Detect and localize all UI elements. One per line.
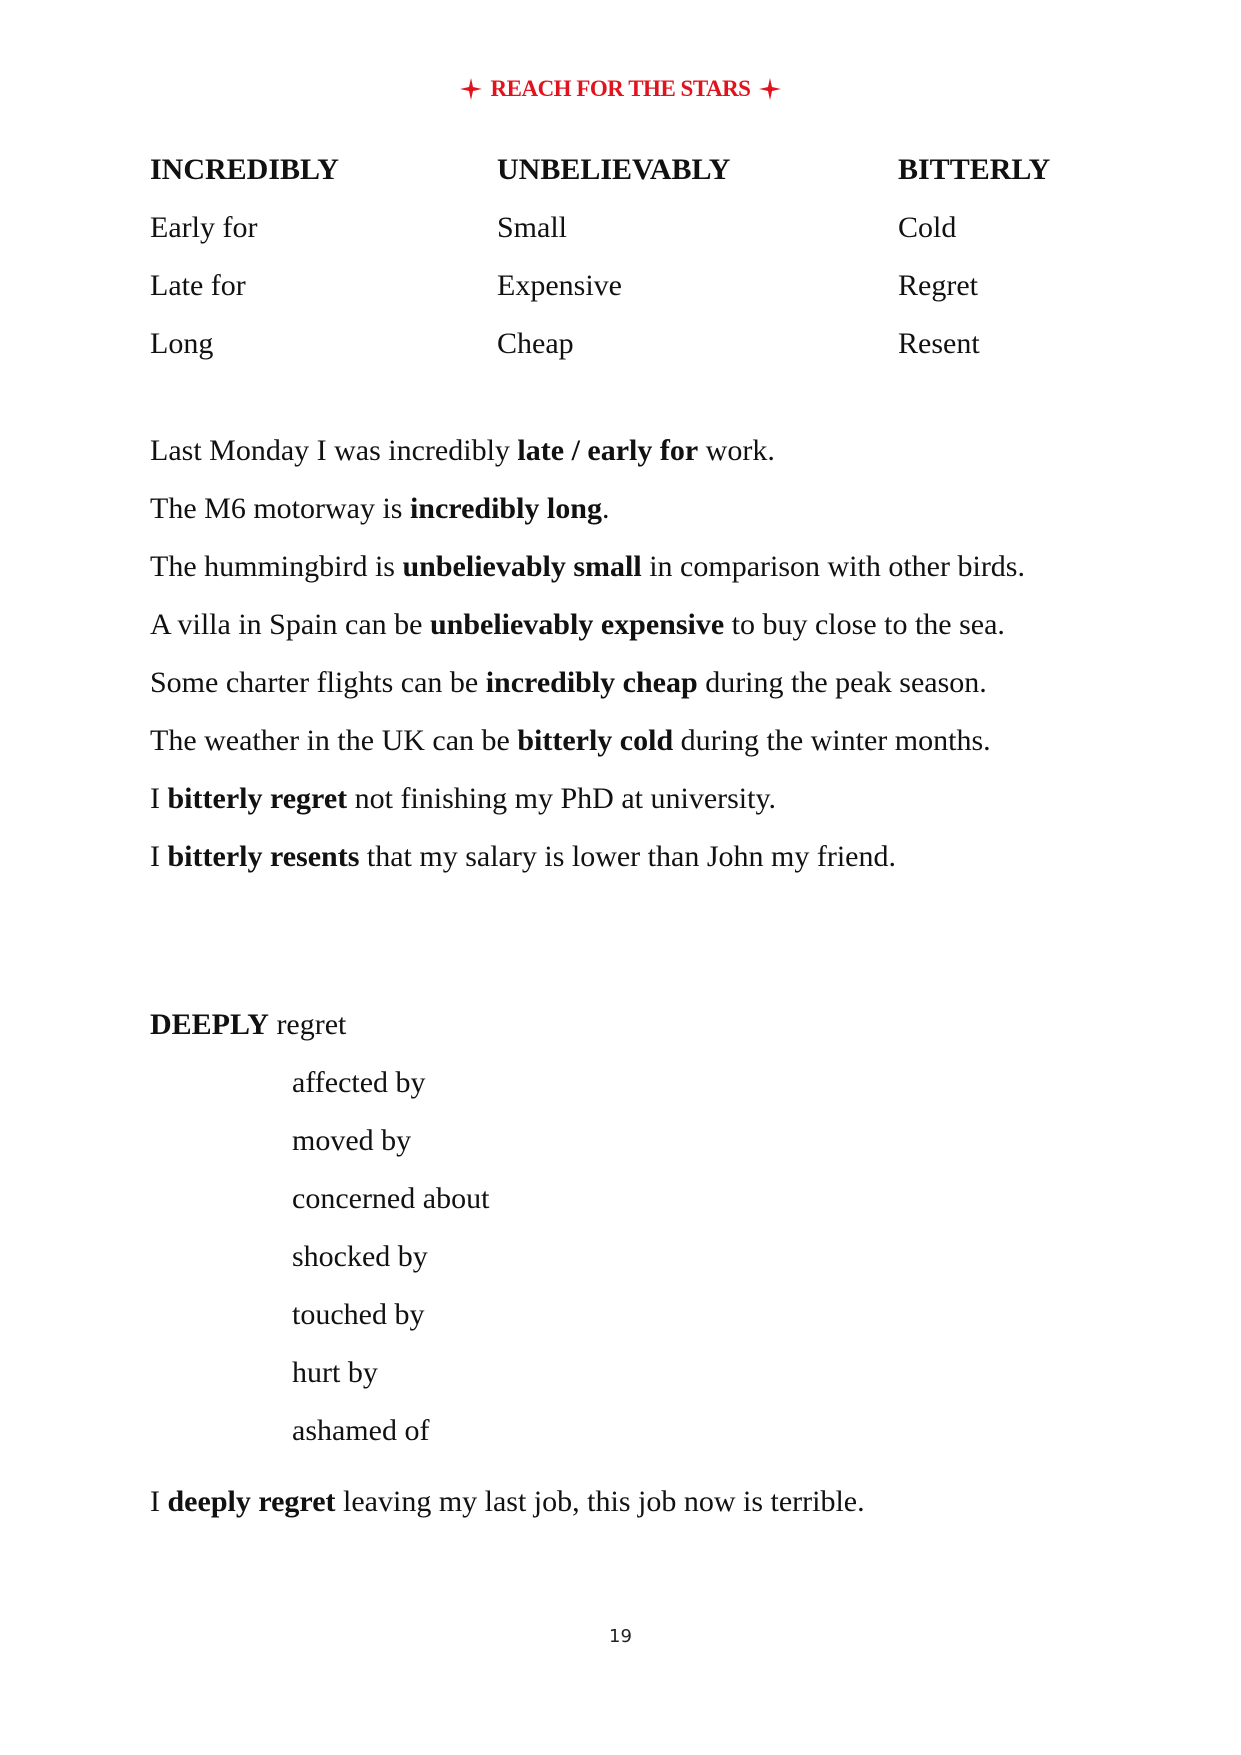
column-unbelievably xyxy=(497,141,730,373)
example-sentence: The hummingbird is unbelievably small in comparison with other birds. xyxy=(150,550,1025,583)
list-item: affected by xyxy=(292,1066,426,1099)
example-sentence: The M6 motorway is incredibly long. xyxy=(150,492,610,525)
column-item: Early for xyxy=(150,211,258,244)
column-incredibly xyxy=(150,141,339,373)
deeply-first-item: regret xyxy=(268,1008,347,1041)
deeply-collocations xyxy=(150,996,489,1460)
example-sentence: The weather in the UK can be bitterly cold during the winter months. xyxy=(150,724,991,757)
example-sentence: Last Monday I was incredibly late / early for work. xyxy=(150,434,775,467)
column-item: Cheap xyxy=(497,327,574,360)
final-sentence: I deeply regret leaving my last job, this job now is terrible. xyxy=(150,1485,865,1518)
column-heading: BITTERLY xyxy=(898,153,1051,186)
deeply-heading: DEEPLY xyxy=(150,1008,269,1041)
column-item: Late for xyxy=(150,269,246,302)
page-header xyxy=(0,74,1241,102)
list-item: ashamed of xyxy=(292,1414,430,1447)
list-item: shocked by xyxy=(292,1240,428,1273)
deeply-list xyxy=(292,1054,489,1460)
column-heading: INCREDIBLY xyxy=(150,153,339,186)
header-title: REACH FOR THE STARS xyxy=(490,75,751,101)
column-item: Resent xyxy=(898,327,980,360)
column-heading: UNBELIEVABLY xyxy=(497,153,731,186)
example-sentence: A villa in Spain can be unbelievably expensive to buy close to the sea. xyxy=(150,608,1005,641)
star-icon xyxy=(759,78,781,100)
column-item: Regret xyxy=(898,269,978,302)
example-sentence: Some charter flights can be incredibly cheap during the peak season. xyxy=(150,666,987,699)
list-item: touched by xyxy=(292,1298,425,1331)
star-icon xyxy=(460,78,482,100)
deeply-heading-line xyxy=(150,996,489,1054)
example-sentence: I bitterly resents that my salary is lower than John my friend. xyxy=(150,840,896,873)
list-item: hurt by xyxy=(292,1356,378,1389)
column-item: Long xyxy=(150,327,214,360)
list-item: moved by xyxy=(292,1124,412,1157)
example-sentences xyxy=(150,431,1091,895)
column-item: Small xyxy=(497,211,568,244)
column-bitterly xyxy=(898,141,1050,373)
page-number: 19 xyxy=(609,1626,632,1647)
list-item: concerned about xyxy=(292,1182,490,1215)
example-sentence: I bitterly regret not finishing my PhD at university. xyxy=(150,782,777,815)
column-item: Expensive xyxy=(497,269,622,302)
column-item: Cold xyxy=(898,211,957,244)
